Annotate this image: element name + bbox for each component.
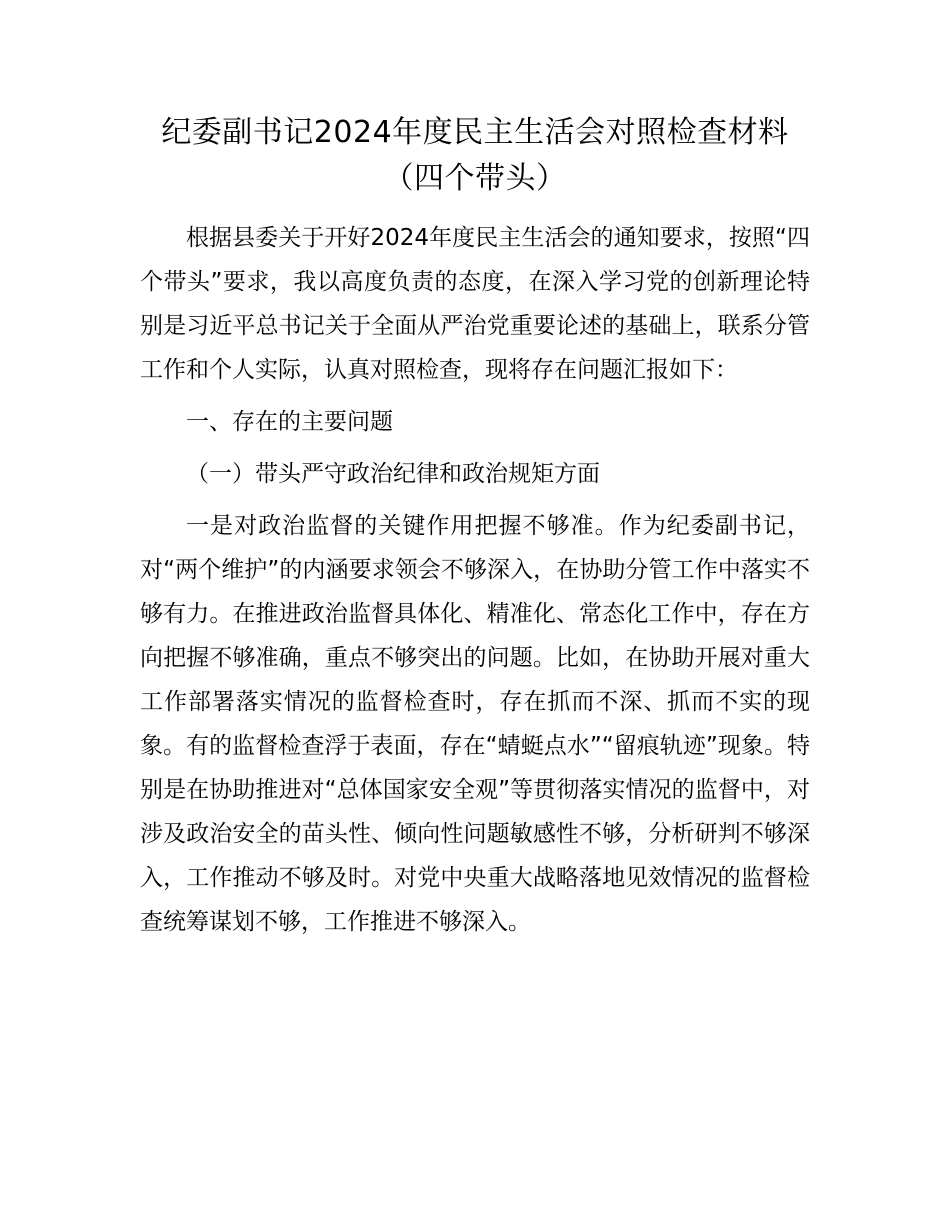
subsection-heading-political-discipline: （一）带头严守政治纪律和政治规矩方面: [186, 461, 600, 487]
document-body: [140, 110, 810, 944]
intro-paragraph: 根据县委关于开好2024年度民主生活会的通知要求，按照“四个带头”要求，我以高度负责的态度，在深入学习党的创新理论特别是习近平总书记关于全面从严治党重要论述的基础上，联系分管工作和个人实际，认真对照检查，现将存在问题汇报如下：: [140, 225, 810, 383]
section-heading-main-problems: 一、存在的主要问题: [186, 409, 393, 435]
document-title: 纪委副书记2024年度民主生活会对照检查材料（四个带头）: [161, 115, 789, 196]
subsection-body-paragraph: 一是对政治监督的关键作用把握不够准。作为纪委副书记，对“两个维护”的内涵要求领会不够深入，在协助分管工作中落实不够有力。在推进政治监督具体化、精准化、常态化工作中，存在方向把握不够准确，重点不够突出的问题。比如，在协助开展对重大工作部署落实情况的监督检查时，存在抓而不深、抓而不实的现象。有的监督检查浮于表面，存在“蜻蜓点水”“留痕轨迹”现象。特别是在协助推进对“总体国家安全观”等贯彻落实情况的监督中，对涉及政治安全的苗头性、倾向性问题敏感性不够，分析研判不够深入，工作推动不够及时。对党中央重大战略落地见效情况的监督检查统筹谋划不够，工作推进不够深入。: [140, 513, 810, 935]
